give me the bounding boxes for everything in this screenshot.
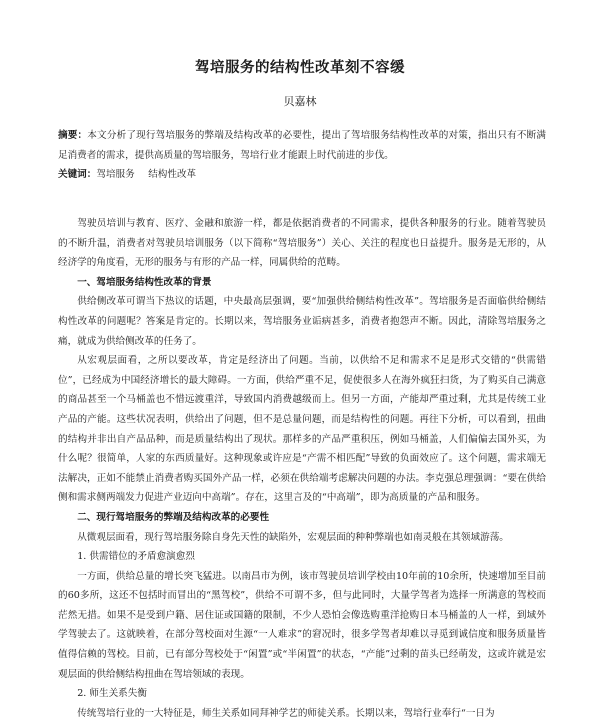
body-paragraph: 一方面，供给总量的增长突飞猛进。以南昌市为例，该市驾驶员培训学校由10年前的10余所，快速增加至目前的60多所，这还不包括时而冒出的“黑驾校”，供给不可谓不多，但与此同时，大量学驾者为选择一所满意的驾校而茫然无措。如果不是受到户籍、居住证或国籍的限制，不少人恐怕会像选购重洋抢购日本马桶盖的人一样，到域外学驾驶去了。这就映着，在部分驾校面对生源“一人难求”的窘况时，很多学驾者却难以寻觅到诚信度和服务质量皆值得信赖的驾校。目前，已有部分驾校处于“闲置”或“半闲置”的状态，“产能”过剩的苗头已经萌发，这或许就是宏观层面的供给侧结构扭曲在驾培领域的表现。 [58,570,546,680]
body-paragraph: 传统驾培行业的一大特征是，师生关系如同拜神学艺的师徒关系。长期以来，驾培行业奉行“一日为 [77,707,495,719]
abstract-text: 本文分析了现行驾培服务的弊端及结构改革的必要性，提出了驾培服务结构性改革的对策，指出只有不断满足消费者的需求，提供高质量的驾培服务，驾培行业才能跟上时代前进的步伐。 [58,130,547,161]
subsection-heading: 2. 师生关系失衡 [77,688,147,700]
section-heading: 一、驾培服务结构性改革的背景 [77,276,212,288]
keywords-label: 关键词： [58,169,97,181]
keyword-item: 驾培服务 [96,169,135,181]
main-text [58,214,546,723]
keywords-line [58,165,546,185]
abstract-block [58,126,546,185]
author-name: 贝嘉林 [283,95,317,108]
section-heading: 二、现行驾培服务的弊端及结构改革的必要性 [77,511,270,523]
body-paragraph: 从微观层面看，现行驾培服务除自身先天性的缺陷外，宏观层面的种种弊端也如南灵般在其领域游荡。 [77,531,509,543]
abstract-paragraph [58,126,546,165]
paper-title: 驾培服务的结构性改革刻不容缓 [195,60,405,76]
abstract-label: 摘要： [58,130,88,141]
body-paragraph: 从宏观层面看，之所以要改革，肯定是经济出了问题。当前，以供给不足和需求不足是形式交错的“供需错位”，已经成为中国经济增长的最大障碍。一方面，供给严重不足，促使很多人在海外疯狂扫货，为了购买自己满意的商品甚至一个马桶盖也不惜远渡重洋，导致国内消费越级而上。但另一方面，产能却严重过剩，尤其是传统工业产品的产能。这些状况表明，供给出了问题，但不是总量问题，而是结构性的问题。再往下分析，可以看到，扭曲的结构并非出自产品品种，而是质量结构出了现状。那样多的产品严重积压，例如马桶盖，人们偏偏去国外买，为什么呢？很简单，人家的东西质量好。这种现象或许应是“产需不相匹配”导致的负面效应了。这个问题，需求端无法解决，正如不能禁止消费者购买国外产品一样，必须在供给端考虑解决问题的办法。李克强总理强调：“要在供给侧和需求侧两端发力促进产业迈向中高端”。存在，这里言及的“中高端”，即为高质量的产品和服务。 [58,355,546,504]
subsection-heading: 1. 供需错位的矛盾愈演愈烈 [77,551,195,563]
body-paragraph: 供给侧改革可谓当下热议的话题，中央最高层强调，要“加强供给侧结构性改革”。驾培服务是否面临供给侧结构性改革的问题呢？答案是肯定的。长期以来，驾培服务业诟病甚多，消费者抱怨声不断。因此，清除驾培服务之痛，就成为供给侧改革的任务了。 [58,296,546,347]
intro-paragraph: 驾驶员培训与教育、医疗、金融和旅游一样，都是依据消费者的不同需求，提供各种服务的行业。随着驾驶员的不断升温，消费者对驾驶员培训服务（以下简称“驾培服务”）关心、关注的程度也日益提升。服务是无形的，从经济学的角度看，无形的服务与有形的产品一样，同属供给的范畴。 [58,218,546,269]
keyword-item: 结构性改革 [148,169,197,181]
